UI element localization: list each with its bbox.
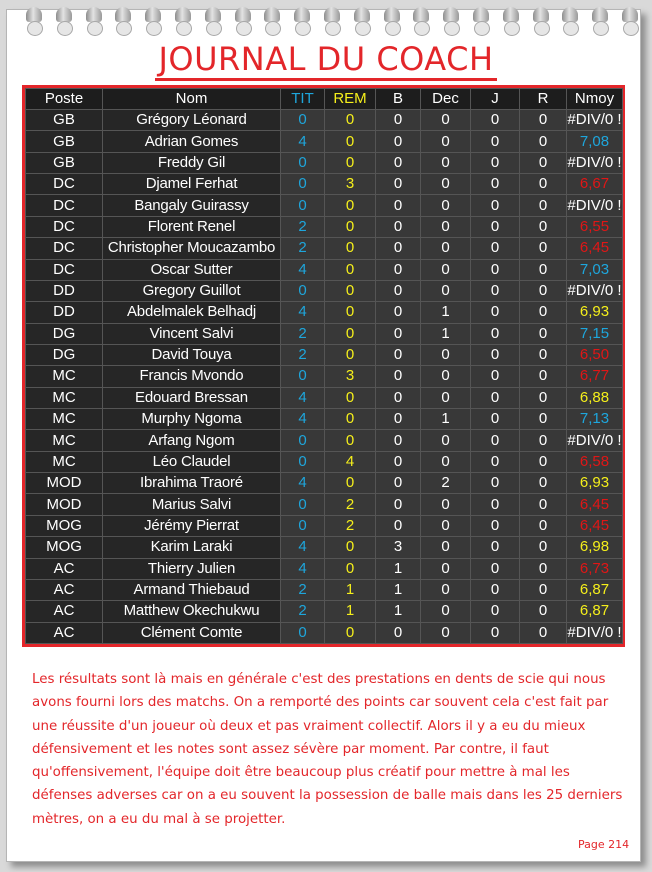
cell-nmoy: 6,93: [567, 302, 623, 323]
table-row: [26, 366, 623, 387]
cell-poste: DG: [26, 344, 103, 365]
spiral-ring: [531, 7, 551, 37]
cell-poste: MOD: [26, 494, 103, 515]
cell-dec: 0: [421, 216, 471, 237]
cell-rem: 0: [325, 131, 376, 152]
table-row: [26, 323, 623, 344]
cell-b: 0: [376, 216, 421, 237]
cell-tit: 4: [281, 473, 325, 494]
cell-nom: Adrian Gomes: [103, 131, 281, 152]
table-row: [26, 280, 623, 301]
cell-b: 0: [376, 430, 421, 451]
cell-tit: 2: [281, 323, 325, 344]
header-b: B: [376, 89, 421, 110]
cell-b: 3: [376, 537, 421, 558]
cell-tit: 4: [281, 558, 325, 579]
cell-nom: Christopher Moucazambo: [103, 238, 281, 259]
table-row: [26, 409, 623, 430]
cell-j: 0: [471, 515, 520, 536]
cell-rem: 0: [325, 537, 376, 558]
cell-dec: 0: [421, 259, 471, 280]
cell-r: 0: [520, 344, 567, 365]
cell-nom: Jérémy Pierrat: [103, 515, 281, 536]
cell-rem: 3: [325, 366, 376, 387]
cell-j: 0: [471, 259, 520, 280]
table-row: [26, 195, 623, 216]
table-row: [26, 494, 623, 515]
cell-poste: DC: [26, 195, 103, 216]
cell-nmoy: 6,45: [567, 238, 623, 259]
spiral-ring: [560, 7, 580, 37]
cell-poste: MC: [26, 366, 103, 387]
spiral-ring: [322, 7, 342, 37]
cell-dec: 0: [421, 366, 471, 387]
cell-b: 0: [376, 473, 421, 494]
header-r: R: [520, 89, 567, 110]
cell-j: 0: [471, 302, 520, 323]
cell-rem: 0: [325, 238, 376, 259]
cell-j: 0: [471, 601, 520, 622]
cell-dec: 0: [421, 110, 471, 131]
cell-dec: 1: [421, 323, 471, 344]
cell-poste: DD: [26, 280, 103, 301]
table-row: [26, 344, 623, 365]
cell-j: 0: [471, 473, 520, 494]
page-title: JOURNAL DU COACH: [0, 40, 652, 78]
cell-r: 0: [520, 131, 567, 152]
cell-nom: Edouard Bressan: [103, 387, 281, 408]
cell-poste: DC: [26, 174, 103, 195]
spiral-ring: [620, 7, 640, 37]
cell-tit: 0: [281, 451, 325, 472]
cell-r: 0: [520, 473, 567, 494]
cell-j: 0: [471, 366, 520, 387]
table-row: [26, 174, 623, 195]
cell-rem: 0: [325, 558, 376, 579]
cell-b: 0: [376, 174, 421, 195]
cell-j: 0: [471, 131, 520, 152]
spiral-ring: [24, 7, 44, 37]
cell-b: 0: [376, 515, 421, 536]
cell-nmoy: 6,77: [567, 366, 623, 387]
cell-r: 0: [520, 537, 567, 558]
table-row: [26, 152, 623, 173]
cell-nmoy: #DIV/0 !: [567, 430, 623, 451]
cell-rem: 0: [325, 110, 376, 131]
header-tit: TIT: [281, 89, 325, 110]
cell-tit: 0: [281, 152, 325, 173]
stats-table-frame: [22, 85, 625, 647]
coach-comment: Les résultats sont là mais en générale c'est des prestations en dents de scie qui nous avons fourni lors des matchs. On a remporté des points car souvent cela c'est fait par une réussite d'un joueur où deux et pas vraiment collectif. Alors il y a eu du mieux défensivement et les notes sont assez sévère par moment. Par contre, il faut qu'offensivement, l'équipe doit être beaucoup plus créatif pour mettre à mal les défenses adverses car on a eu souvent la possession de balle mais dans les 25 derniers mètres, on a eu du mal à se projetter.: [32, 672, 623, 827]
cell-nmoy: 6,87: [567, 601, 623, 622]
cell-nmoy: #DIV/0 !: [567, 280, 623, 301]
cell-nmoy: 6,88: [567, 387, 623, 408]
cell-j: 0: [471, 537, 520, 558]
cell-r: 0: [520, 174, 567, 195]
cell-r: 0: [520, 430, 567, 451]
cell-r: 0: [520, 238, 567, 259]
cell-rem: 0: [325, 430, 376, 451]
header-rem: REM: [325, 89, 376, 110]
cell-j: 0: [471, 344, 520, 365]
cell-j: 0: [471, 558, 520, 579]
cell-b: 1: [376, 558, 421, 579]
cell-tit: 2: [281, 601, 325, 622]
cell-tit: 2: [281, 216, 325, 237]
cell-j: 0: [471, 494, 520, 515]
cell-tit: 0: [281, 195, 325, 216]
table-row: [26, 473, 623, 494]
cell-b: 0: [376, 302, 421, 323]
cell-b: 0: [376, 131, 421, 152]
cell-rem: 0: [325, 622, 376, 643]
cell-dec: 0: [421, 174, 471, 195]
cell-rem: 0: [325, 323, 376, 344]
cell-poste: MOG: [26, 515, 103, 536]
cell-tit: 0: [281, 110, 325, 131]
cell-nom: Arfang Ngom: [103, 430, 281, 451]
page-number: Page 214: [578, 838, 630, 851]
cell-rem: 4: [325, 451, 376, 472]
cell-tit: 0: [281, 430, 325, 451]
table-row: [26, 238, 623, 259]
spiral-ring: [173, 7, 193, 37]
cell-nmoy: 6,67: [567, 174, 623, 195]
cell-dec: 0: [421, 430, 471, 451]
cell-dec: 0: [421, 558, 471, 579]
cell-tit: 4: [281, 409, 325, 430]
cell-dec: 2: [421, 473, 471, 494]
cell-nmoy: 6,50: [567, 344, 623, 365]
table-row: [26, 302, 623, 323]
cell-nom: Léo Claudel: [103, 451, 281, 472]
cell-tit: 0: [281, 494, 325, 515]
cell-nom: Freddy Gil: [103, 152, 281, 173]
cell-nom: Karim Laraki: [103, 537, 281, 558]
spiral-ring: [262, 7, 282, 37]
cell-r: 0: [520, 195, 567, 216]
spiral-ring: [233, 7, 253, 37]
spiral-ring: [471, 7, 491, 37]
cell-nmoy: 7,13: [567, 409, 623, 430]
cell-dec: 0: [421, 515, 471, 536]
cell-tit: 4: [281, 302, 325, 323]
spiral-ring: [113, 7, 133, 37]
table-row: [26, 387, 623, 408]
cell-j: 0: [471, 110, 520, 131]
cell-nmoy: #DIV/0 !: [567, 152, 623, 173]
spiral-ring: [501, 7, 521, 37]
cell-nmoy: #DIV/0 !: [567, 195, 623, 216]
header-nmoy: Nmoy: [567, 89, 623, 110]
cell-nom: Djamel Ferhat: [103, 174, 281, 195]
cell-rem: 0: [325, 216, 376, 237]
cell-b: 0: [376, 259, 421, 280]
cell-poste: DC: [26, 259, 103, 280]
cell-rem: 3: [325, 174, 376, 195]
table-row: [26, 537, 623, 558]
cell-tit: 0: [281, 366, 325, 387]
spiral-ring: [54, 7, 74, 37]
cell-r: 0: [520, 110, 567, 131]
cell-nmoy: 6,93: [567, 473, 623, 494]
cell-nom: Armand Thiebaud: [103, 579, 281, 600]
cell-tit: 2: [281, 344, 325, 365]
cell-r: 0: [520, 366, 567, 387]
cell-rem: 0: [325, 473, 376, 494]
cell-tit: 2: [281, 238, 325, 259]
cell-tit: 2: [281, 579, 325, 600]
cell-dec: 0: [421, 387, 471, 408]
cell-r: 0: [520, 622, 567, 643]
cell-dec: 0: [421, 344, 471, 365]
cell-nom: Bangaly Guirassy: [103, 195, 281, 216]
cell-r: 0: [520, 280, 567, 301]
cell-dec: 0: [421, 280, 471, 301]
cell-b: 0: [376, 323, 421, 344]
cell-dec: 1: [421, 302, 471, 323]
cell-rem: 0: [325, 344, 376, 365]
spiral-binding: [0, 0, 652, 40]
cell-tit: 4: [281, 387, 325, 408]
cell-nmoy: #DIV/0 !: [567, 110, 623, 131]
cell-j: 0: [471, 280, 520, 301]
spiral-ring: [352, 7, 372, 37]
table-row: [26, 430, 623, 451]
cell-dec: 0: [421, 238, 471, 259]
cell-r: 0: [520, 259, 567, 280]
cell-rem: 0: [325, 302, 376, 323]
table-row: [26, 601, 623, 622]
cell-nom: Gregory Guillot: [103, 280, 281, 301]
cell-b: 0: [376, 238, 421, 259]
spiral-ring: [590, 7, 610, 37]
cell-poste: GB: [26, 152, 103, 173]
cell-dec: 0: [421, 451, 471, 472]
cell-b: 1: [376, 579, 421, 600]
cell-rem: 0: [325, 152, 376, 173]
cell-r: 0: [520, 451, 567, 472]
cell-poste: MC: [26, 451, 103, 472]
cell-tit: 4: [281, 537, 325, 558]
cell-nmoy: 6,45: [567, 515, 623, 536]
cell-b: 0: [376, 409, 421, 430]
cell-nmoy: 7,08: [567, 131, 623, 152]
table-row: [26, 110, 623, 131]
cell-b: 0: [376, 280, 421, 301]
cell-dec: 1: [421, 409, 471, 430]
table-row: [26, 579, 623, 600]
cell-poste: MOG: [26, 537, 103, 558]
spiral-ring: [84, 7, 104, 37]
cell-b: 0: [376, 195, 421, 216]
header-poste: Poste: [26, 89, 103, 110]
cell-nom: Ibrahima Traoré: [103, 473, 281, 494]
cell-nom: Florent Renel: [103, 216, 281, 237]
cell-r: 0: [520, 323, 567, 344]
cell-b: 0: [376, 344, 421, 365]
table-row: [26, 216, 623, 237]
cell-j: 0: [471, 174, 520, 195]
cell-dec: 0: [421, 152, 471, 173]
cell-nmoy: #DIV/0 !: [567, 622, 623, 643]
cell-tit: 0: [281, 174, 325, 195]
cell-nom: Matthew Okechukwu: [103, 601, 281, 622]
cell-nmoy: 6,58: [567, 451, 623, 472]
cell-j: 0: [471, 195, 520, 216]
cell-nmoy: 6,87: [567, 579, 623, 600]
table-row: [26, 558, 623, 579]
cell-poste: MC: [26, 430, 103, 451]
cell-b: 0: [376, 387, 421, 408]
cell-poste: MC: [26, 409, 103, 430]
cell-j: 0: [471, 451, 520, 472]
cell-poste: AC: [26, 558, 103, 579]
cell-b: 0: [376, 152, 421, 173]
table-header-row: [26, 89, 623, 110]
cell-nom: Murphy Ngoma: [103, 409, 281, 430]
cell-b: 0: [376, 494, 421, 515]
spiral-ring: [411, 7, 431, 37]
cell-poste: AC: [26, 622, 103, 643]
cell-r: 0: [520, 579, 567, 600]
cell-rem: 2: [325, 494, 376, 515]
spiral-ring: [143, 7, 163, 37]
cell-j: 0: [471, 579, 520, 600]
table-row: [26, 515, 623, 536]
cell-rem: 0: [325, 280, 376, 301]
cell-rem: 0: [325, 195, 376, 216]
cell-nmoy: 7,03: [567, 259, 623, 280]
player-stats-table: [25, 88, 623, 644]
cell-nmoy: 6,98: [567, 537, 623, 558]
table-row: [26, 451, 623, 472]
table-row: [26, 622, 623, 643]
cell-rem: 1: [325, 601, 376, 622]
cell-nom: Thierry Julien: [103, 558, 281, 579]
cell-poste: DD: [26, 302, 103, 323]
cell-r: 0: [520, 601, 567, 622]
table-row: [26, 259, 623, 280]
cell-nom: Abdelmalek Belhadj: [103, 302, 281, 323]
cell-j: 0: [471, 323, 520, 344]
header-nom: Nom: [103, 89, 281, 110]
cell-j: 0: [471, 216, 520, 237]
cell-j: 0: [471, 409, 520, 430]
cell-nmoy: 6,45: [567, 494, 623, 515]
cell-rem: 2: [325, 515, 376, 536]
cell-nom: Francis Mvondo: [103, 366, 281, 387]
cell-j: 0: [471, 152, 520, 173]
cell-rem: 0: [325, 409, 376, 430]
cell-tit: 4: [281, 259, 325, 280]
cell-tit: 4: [281, 131, 325, 152]
cell-r: 0: [520, 409, 567, 430]
cell-j: 0: [471, 430, 520, 451]
cell-r: 0: [520, 558, 567, 579]
cell-b: 1: [376, 601, 421, 622]
header-j: J: [471, 89, 520, 110]
cell-r: 0: [520, 302, 567, 323]
spiral-ring: [292, 7, 312, 37]
cell-j: 0: [471, 238, 520, 259]
cell-nom: Grégory Léonard: [103, 110, 281, 131]
cell-rem: 1: [325, 579, 376, 600]
cell-tit: 0: [281, 622, 325, 643]
cell-r: 0: [520, 152, 567, 173]
cell-dec: 0: [421, 131, 471, 152]
cell-nmoy: 6,73: [567, 558, 623, 579]
cell-r: 0: [520, 216, 567, 237]
cell-dec: 0: [421, 494, 471, 515]
header-dec: Dec: [421, 89, 471, 110]
cell-r: 0: [520, 515, 567, 536]
cell-b: 0: [376, 622, 421, 643]
cell-nom: Marius Salvi: [103, 494, 281, 515]
cell-poste: GB: [26, 110, 103, 131]
cell-poste: GB: [26, 131, 103, 152]
cell-tit: 0: [281, 515, 325, 536]
cell-nom: Oscar Sutter: [103, 259, 281, 280]
spiral-ring: [382, 7, 402, 37]
cell-poste: AC: [26, 601, 103, 622]
spiral-ring: [441, 7, 461, 37]
cell-poste: AC: [26, 579, 103, 600]
cell-b: 0: [376, 451, 421, 472]
cell-nom: David Touya: [103, 344, 281, 365]
cell-r: 0: [520, 387, 567, 408]
cell-tit: 0: [281, 280, 325, 301]
cell-poste: MOD: [26, 473, 103, 494]
table-row: [26, 131, 623, 152]
cell-j: 0: [471, 622, 520, 643]
cell-b: 0: [376, 366, 421, 387]
cell-nmoy: 6,55: [567, 216, 623, 237]
cell-dec: 0: [421, 622, 471, 643]
cell-dec: 0: [421, 195, 471, 216]
cell-rem: 0: [325, 387, 376, 408]
cell-poste: DC: [26, 216, 103, 237]
cell-nom: Vincent Salvi: [103, 323, 281, 344]
cell-r: 0: [520, 494, 567, 515]
cell-j: 0: [471, 387, 520, 408]
cell-poste: MC: [26, 387, 103, 408]
cell-nom: Clément Comte: [103, 622, 281, 643]
cell-rem: 0: [325, 259, 376, 280]
cell-poste: DG: [26, 323, 103, 344]
cell-nmoy: 7,15: [567, 323, 623, 344]
spiral-ring: [203, 7, 223, 37]
cell-b: 0: [376, 110, 421, 131]
cell-dec: 0: [421, 579, 471, 600]
cell-dec: 0: [421, 537, 471, 558]
cell-poste: DC: [26, 238, 103, 259]
cell-dec: 0: [421, 601, 471, 622]
